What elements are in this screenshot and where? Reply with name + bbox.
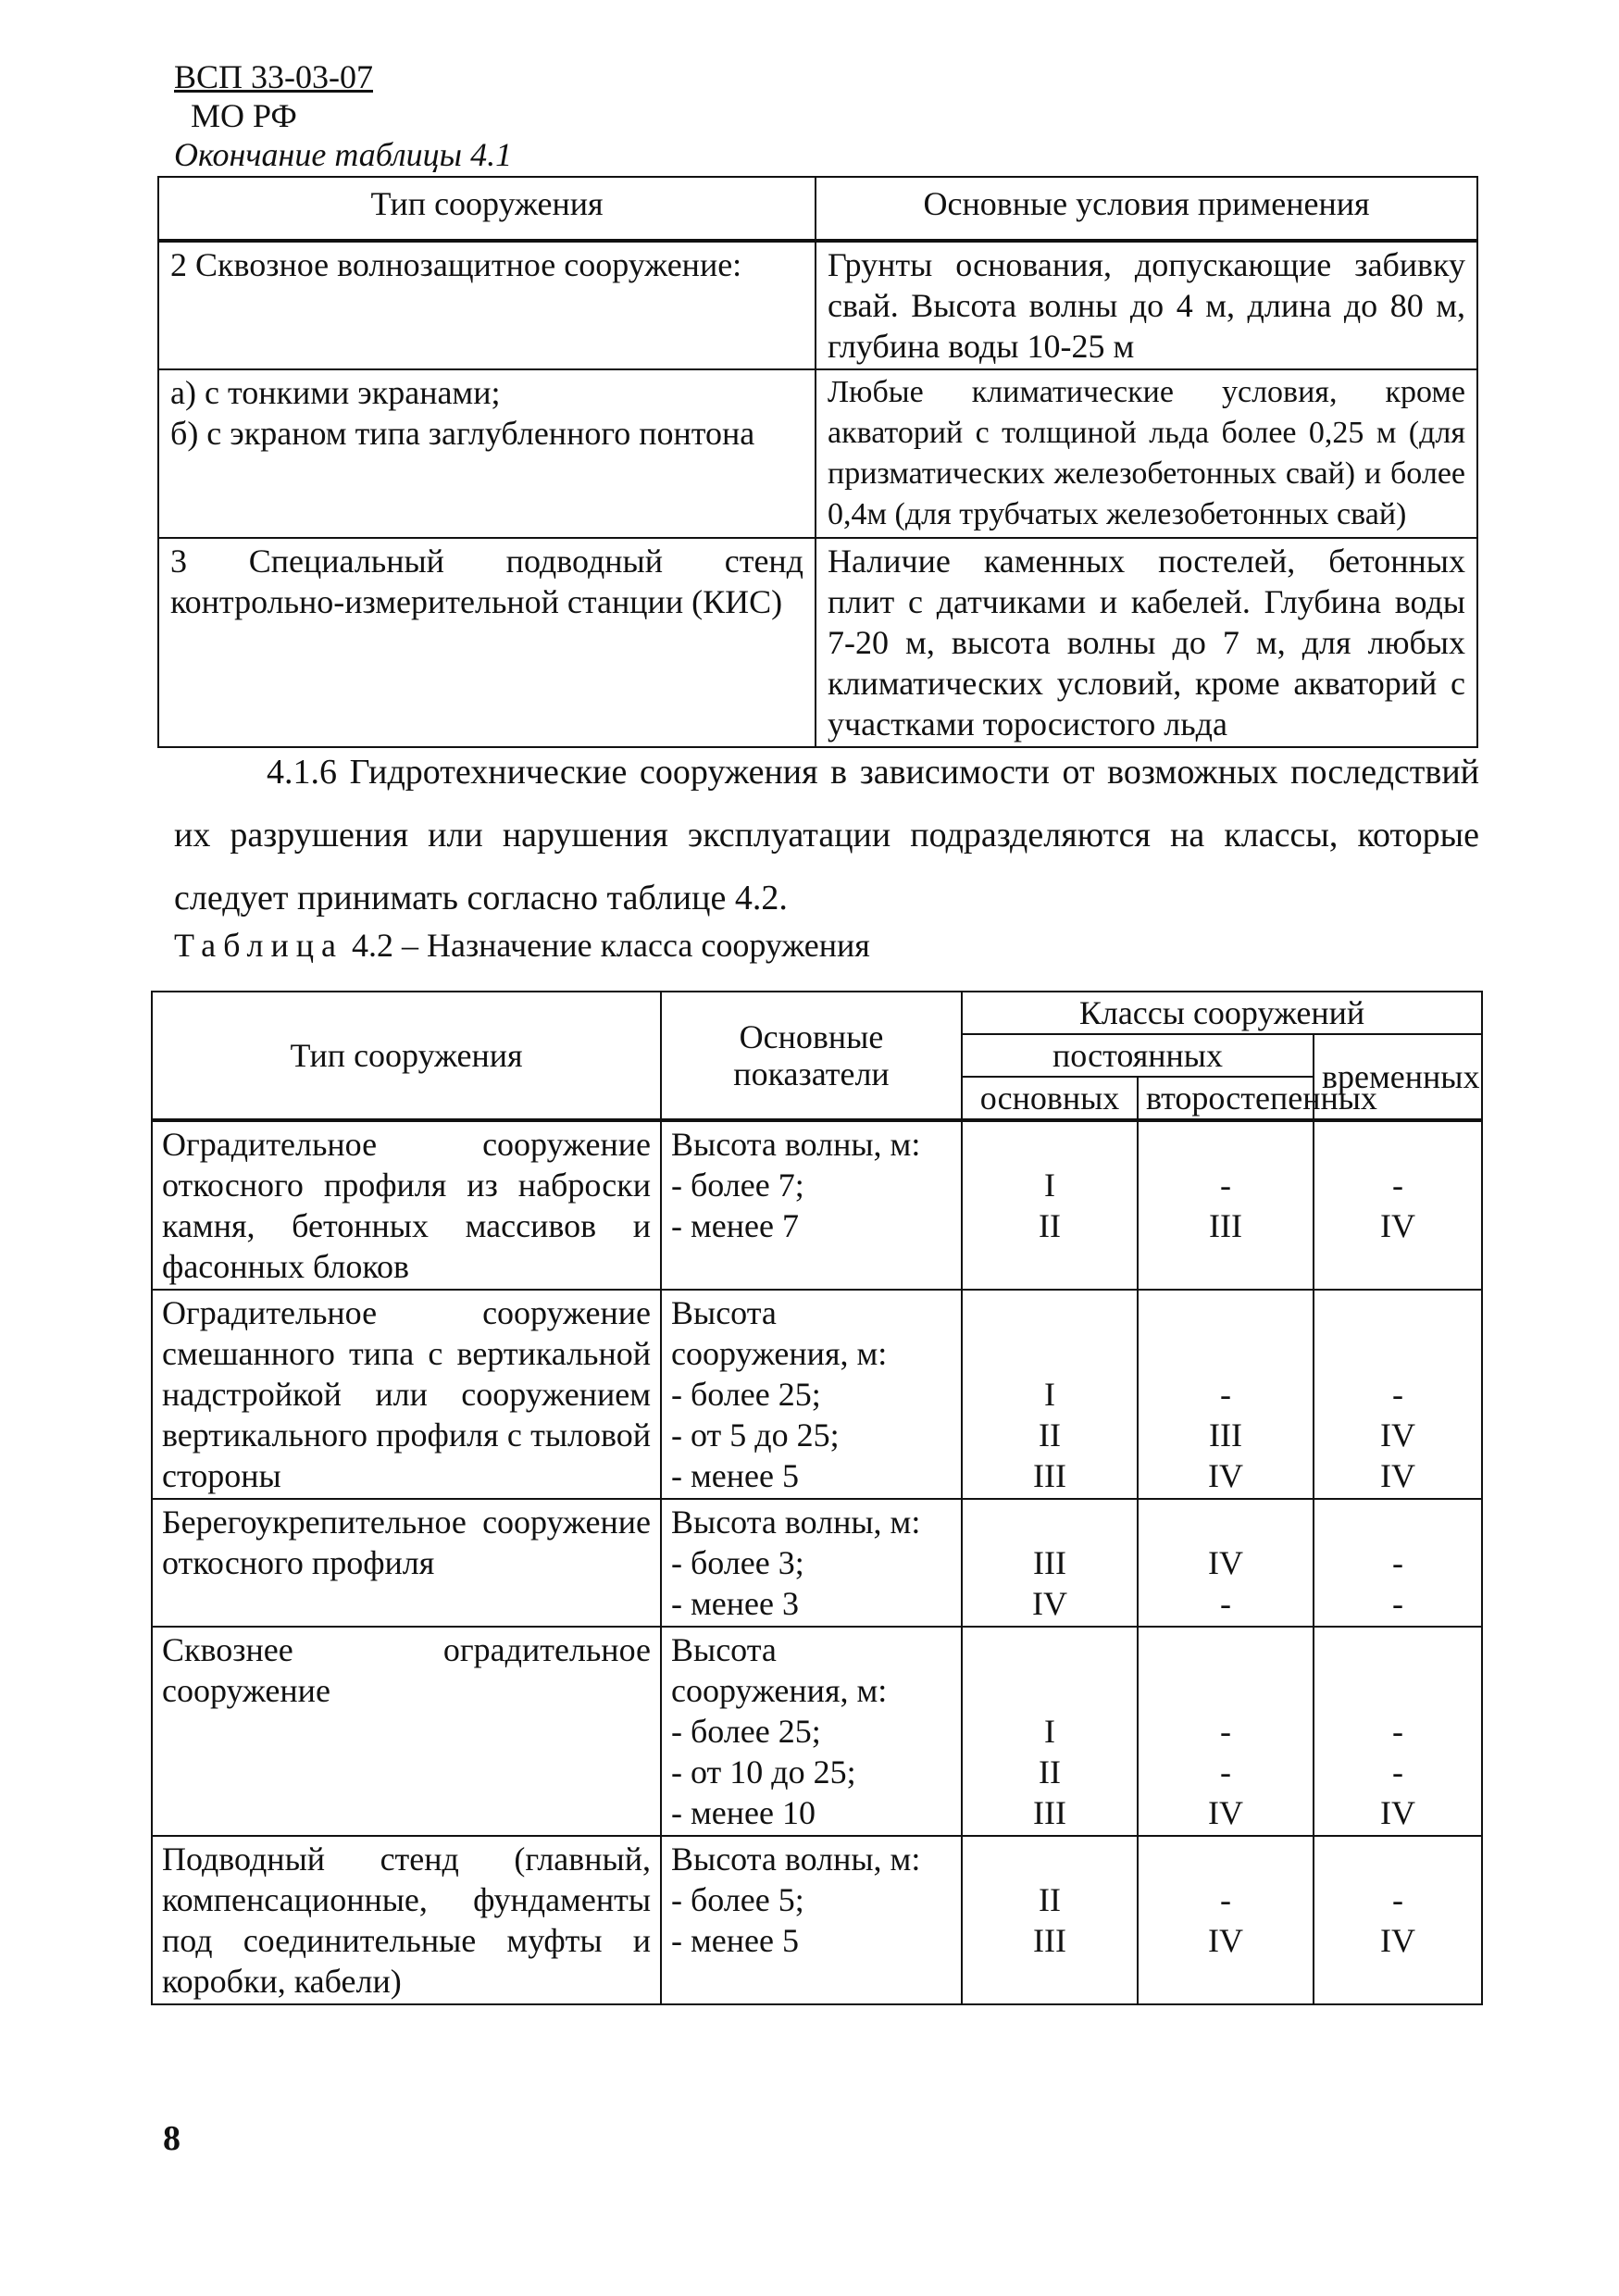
- table-row: [152, 1836, 1482, 2004]
- class-value: [1324, 1292, 1472, 1333]
- class-value: III: [1033, 1544, 1066, 1581]
- column-header-type: Тип сооружения: [152, 992, 661, 1120]
- class-value: [972, 1333, 1127, 1374]
- cell-class-temporary: [1314, 1290, 1482, 1499]
- class-value: IV: [1208, 1544, 1243, 1581]
- cell-conditions: Любые климатические условия, кроме акваторий с толщиной льда более 0,25 м (для призматических железобетонных свай) и более 0,4м (для трубчатых железобетонных свай): [816, 369, 1477, 538]
- cell-class-main: [962, 1499, 1138, 1627]
- caption-text: 4.2 – Назначение класса сооружения: [351, 927, 870, 964]
- class-value: -: [1220, 1376, 1231, 1413]
- class-value: III: [1209, 1416, 1242, 1454]
- cell-indicators: [661, 1290, 962, 1499]
- cell-indicators: [661, 1627, 962, 1836]
- class-value: [1148, 1292, 1303, 1333]
- class-value: II: [1039, 1207, 1061, 1244]
- cell-type: Сквознее оградительное сооружение: [152, 1627, 661, 1836]
- class-value: [972, 1839, 1127, 1879]
- class-value: IV: [1380, 1207, 1415, 1244]
- class-value: [1324, 1333, 1472, 1374]
- cell-conditions: Грунты основания, допускающие забивку свай. Высота волны до 4 м, длина до 80 м, глубина воды 10-25 м: [816, 241, 1477, 369]
- cell-type: [158, 369, 816, 538]
- class-value: -: [1220, 1167, 1231, 1204]
- indicator-line: Высота волны, м:: [671, 1841, 921, 1878]
- cell-class-temporary: [1314, 1627, 1482, 1836]
- class-value: I: [1044, 1376, 1055, 1413]
- indicator-line: - от 10 до 25;: [671, 1753, 856, 1791]
- class-value: -: [1392, 1753, 1403, 1791]
- class-value: -: [1220, 1713, 1231, 1750]
- class-value: IV: [1380, 1457, 1415, 1494]
- class-value: [1324, 1502, 1472, 1542]
- column-header-conditions: Основные условия применения: [816, 177, 1477, 241]
- class-value: [972, 1629, 1127, 1670]
- paragraph-text: 4.1.6 Гидротехнические сооружения в зависимости от возможных последствий их разрушения или нарушения эксплуатации подразделяются на классы, которые следует принимать согласно таблице 4.2.: [174, 753, 1479, 917]
- indicator-line: Высота волны, м:: [671, 1126, 921, 1163]
- table-row: [152, 1120, 1482, 1290]
- class-value: [1324, 1629, 1472, 1670]
- table-row: [152, 1290, 1482, 1499]
- class-value: [1148, 1839, 1303, 1879]
- class-value: I: [1044, 1713, 1055, 1750]
- cell-class-temporary: [1314, 1499, 1482, 1627]
- cell-class-secondary: [1138, 1499, 1314, 1627]
- table-row: [158, 538, 1477, 747]
- indicator-line: - более 25;: [671, 1713, 821, 1750]
- cell-type: Оградительное сооружение откосного профиля из наброски камня, бетонных массивов и фасонных блоков: [152, 1120, 661, 1290]
- indicator-line: - менее 5: [671, 1922, 799, 1959]
- table-row: [152, 1627, 1482, 1836]
- column-header-type: Тип сооружения: [158, 177, 816, 241]
- indicator-line: Высота волны, м:: [671, 1504, 921, 1541]
- table-header-row: [152, 992, 1482, 1034]
- indicator-line: Высота сооружения, м:: [671, 1631, 888, 1709]
- cell-type: Оградительное сооружение смешанного типа с вертикальной надстройкой или сооружением вертикального профиля с тыловой стороны: [152, 1290, 661, 1499]
- class-value: -: [1392, 1881, 1403, 1918]
- cell-type: 2 Сквозное волнозащитное сооружение:: [158, 241, 816, 369]
- type-line: а) с тонкими экранами;: [170, 374, 501, 411]
- indicator-line: - менее 3: [671, 1585, 799, 1622]
- cell-class-main: [962, 1627, 1138, 1836]
- class-value: [972, 1124, 1127, 1165]
- cell-class-secondary: [1138, 1836, 1314, 2004]
- table-4-2: [151, 991, 1483, 2005]
- column-header-indicators: Основные показатели: [661, 992, 962, 1120]
- class-value: [1324, 1670, 1472, 1711]
- class-value: I: [1044, 1167, 1055, 1204]
- cell-indicators: [661, 1499, 962, 1627]
- document-organization: МО РФ: [191, 97, 297, 134]
- indicator-line: - от 5 до 25;: [671, 1416, 840, 1454]
- cell-type: Берегоукрепительное сооружение откосного профиля: [152, 1499, 661, 1627]
- class-value: -: [1392, 1167, 1403, 1204]
- class-value: IV: [1208, 1794, 1243, 1831]
- class-value: [1148, 1333, 1303, 1374]
- column-header-main: основных: [962, 1077, 1138, 1120]
- class-value: -: [1220, 1585, 1231, 1622]
- indicator-line: - более 25;: [671, 1376, 821, 1413]
- column-header-temporary: временных: [1314, 1034, 1482, 1120]
- class-value: -: [1392, 1713, 1403, 1750]
- cell-conditions: Наличие каменных постелей, бетонных плит с датчиками и кабелей. Глубина воды 7-20 м, высота волны до 7 м, для любых климатических условий, кроме акваторий с участками торосистого льда: [816, 538, 1477, 747]
- column-header-permanent: постоянных: [962, 1034, 1314, 1077]
- class-value: -: [1220, 1881, 1231, 1918]
- paragraph-4-1-6: [174, 741, 1479, 930]
- cell-class-main: [962, 1120, 1138, 1290]
- class-value: -: [1220, 1753, 1231, 1791]
- cell-class-secondary: [1138, 1120, 1314, 1290]
- cell-class-temporary: [1314, 1120, 1482, 1290]
- class-value: IV: [1208, 1457, 1243, 1494]
- indicator-line: - более 3;: [671, 1544, 804, 1581]
- class-value: III: [1033, 1794, 1066, 1831]
- type-line: б) с экраном типа заглубленного понтона: [170, 415, 755, 452]
- class-value: II: [1039, 1881, 1061, 1918]
- class-value: [1324, 1839, 1472, 1879]
- cell-class-temporary: [1314, 1836, 1482, 2004]
- cell-type: Подводный стенд (главный, компенсационные, фундаменты под соединительные муфты и коробки, кабели): [152, 1836, 661, 2004]
- class-value: II: [1039, 1753, 1061, 1791]
- table-4-1: [157, 176, 1478, 748]
- cell-class-main: [962, 1290, 1138, 1499]
- page-number: 8: [163, 2119, 181, 2158]
- table-row: [158, 369, 1477, 538]
- column-header-classes: Классы сооружений: [962, 992, 1482, 1034]
- class-value: III: [1209, 1207, 1242, 1244]
- indicator-line: - более 7;: [671, 1167, 804, 1204]
- document-code: ВСП 33-03-07: [174, 58, 373, 95]
- class-value: -: [1392, 1585, 1403, 1622]
- indicator-line: - менее 7: [671, 1207, 799, 1244]
- class-value: IV: [1380, 1416, 1415, 1454]
- class-value: [972, 1292, 1127, 1333]
- column-header-secondary: второстепенных: [1138, 1077, 1314, 1120]
- class-value: [1148, 1670, 1303, 1711]
- class-value: -: [1392, 1376, 1403, 1413]
- class-value: -: [1392, 1544, 1403, 1581]
- class-value: [972, 1670, 1127, 1711]
- indicator-line: - более 5;: [671, 1881, 804, 1918]
- table-row: [152, 1499, 1482, 1627]
- cell-class-main: [962, 1836, 1138, 2004]
- class-value: IV: [1032, 1585, 1067, 1622]
- cell-indicators: [661, 1836, 962, 2004]
- cell-indicators: [661, 1120, 962, 1290]
- indicator-line: Высота сооружения, м:: [671, 1294, 888, 1372]
- class-value: IV: [1380, 1794, 1415, 1831]
- table-row: [158, 241, 1477, 369]
- indicator-line: - менее 5: [671, 1457, 799, 1494]
- class-value: [1148, 1629, 1303, 1670]
- caption-prefix: Таблица: [174, 927, 343, 964]
- class-value: III: [1033, 1922, 1066, 1959]
- class-value: [1148, 1502, 1303, 1542]
- class-value: [1148, 1124, 1303, 1165]
- table-4-2-caption: [174, 926, 870, 965]
- class-value: III: [1033, 1457, 1066, 1494]
- table-header-row: [158, 177, 1477, 241]
- cell-class-secondary: [1138, 1290, 1314, 1499]
- class-value: [972, 1502, 1127, 1542]
- cell-type: 3 Специальный подводный стенд контрольно-измерительной станции (КИС): [158, 538, 816, 747]
- class-value: IV: [1380, 1922, 1415, 1959]
- indicator-line: - менее 10: [671, 1794, 816, 1831]
- class-value: II: [1039, 1416, 1061, 1454]
- table-continuation-caption: Окончание таблицы 4.1: [174, 136, 513, 173]
- class-value: [1324, 1124, 1472, 1165]
- cell-class-secondary: [1138, 1627, 1314, 1836]
- class-value: IV: [1208, 1922, 1243, 1959]
